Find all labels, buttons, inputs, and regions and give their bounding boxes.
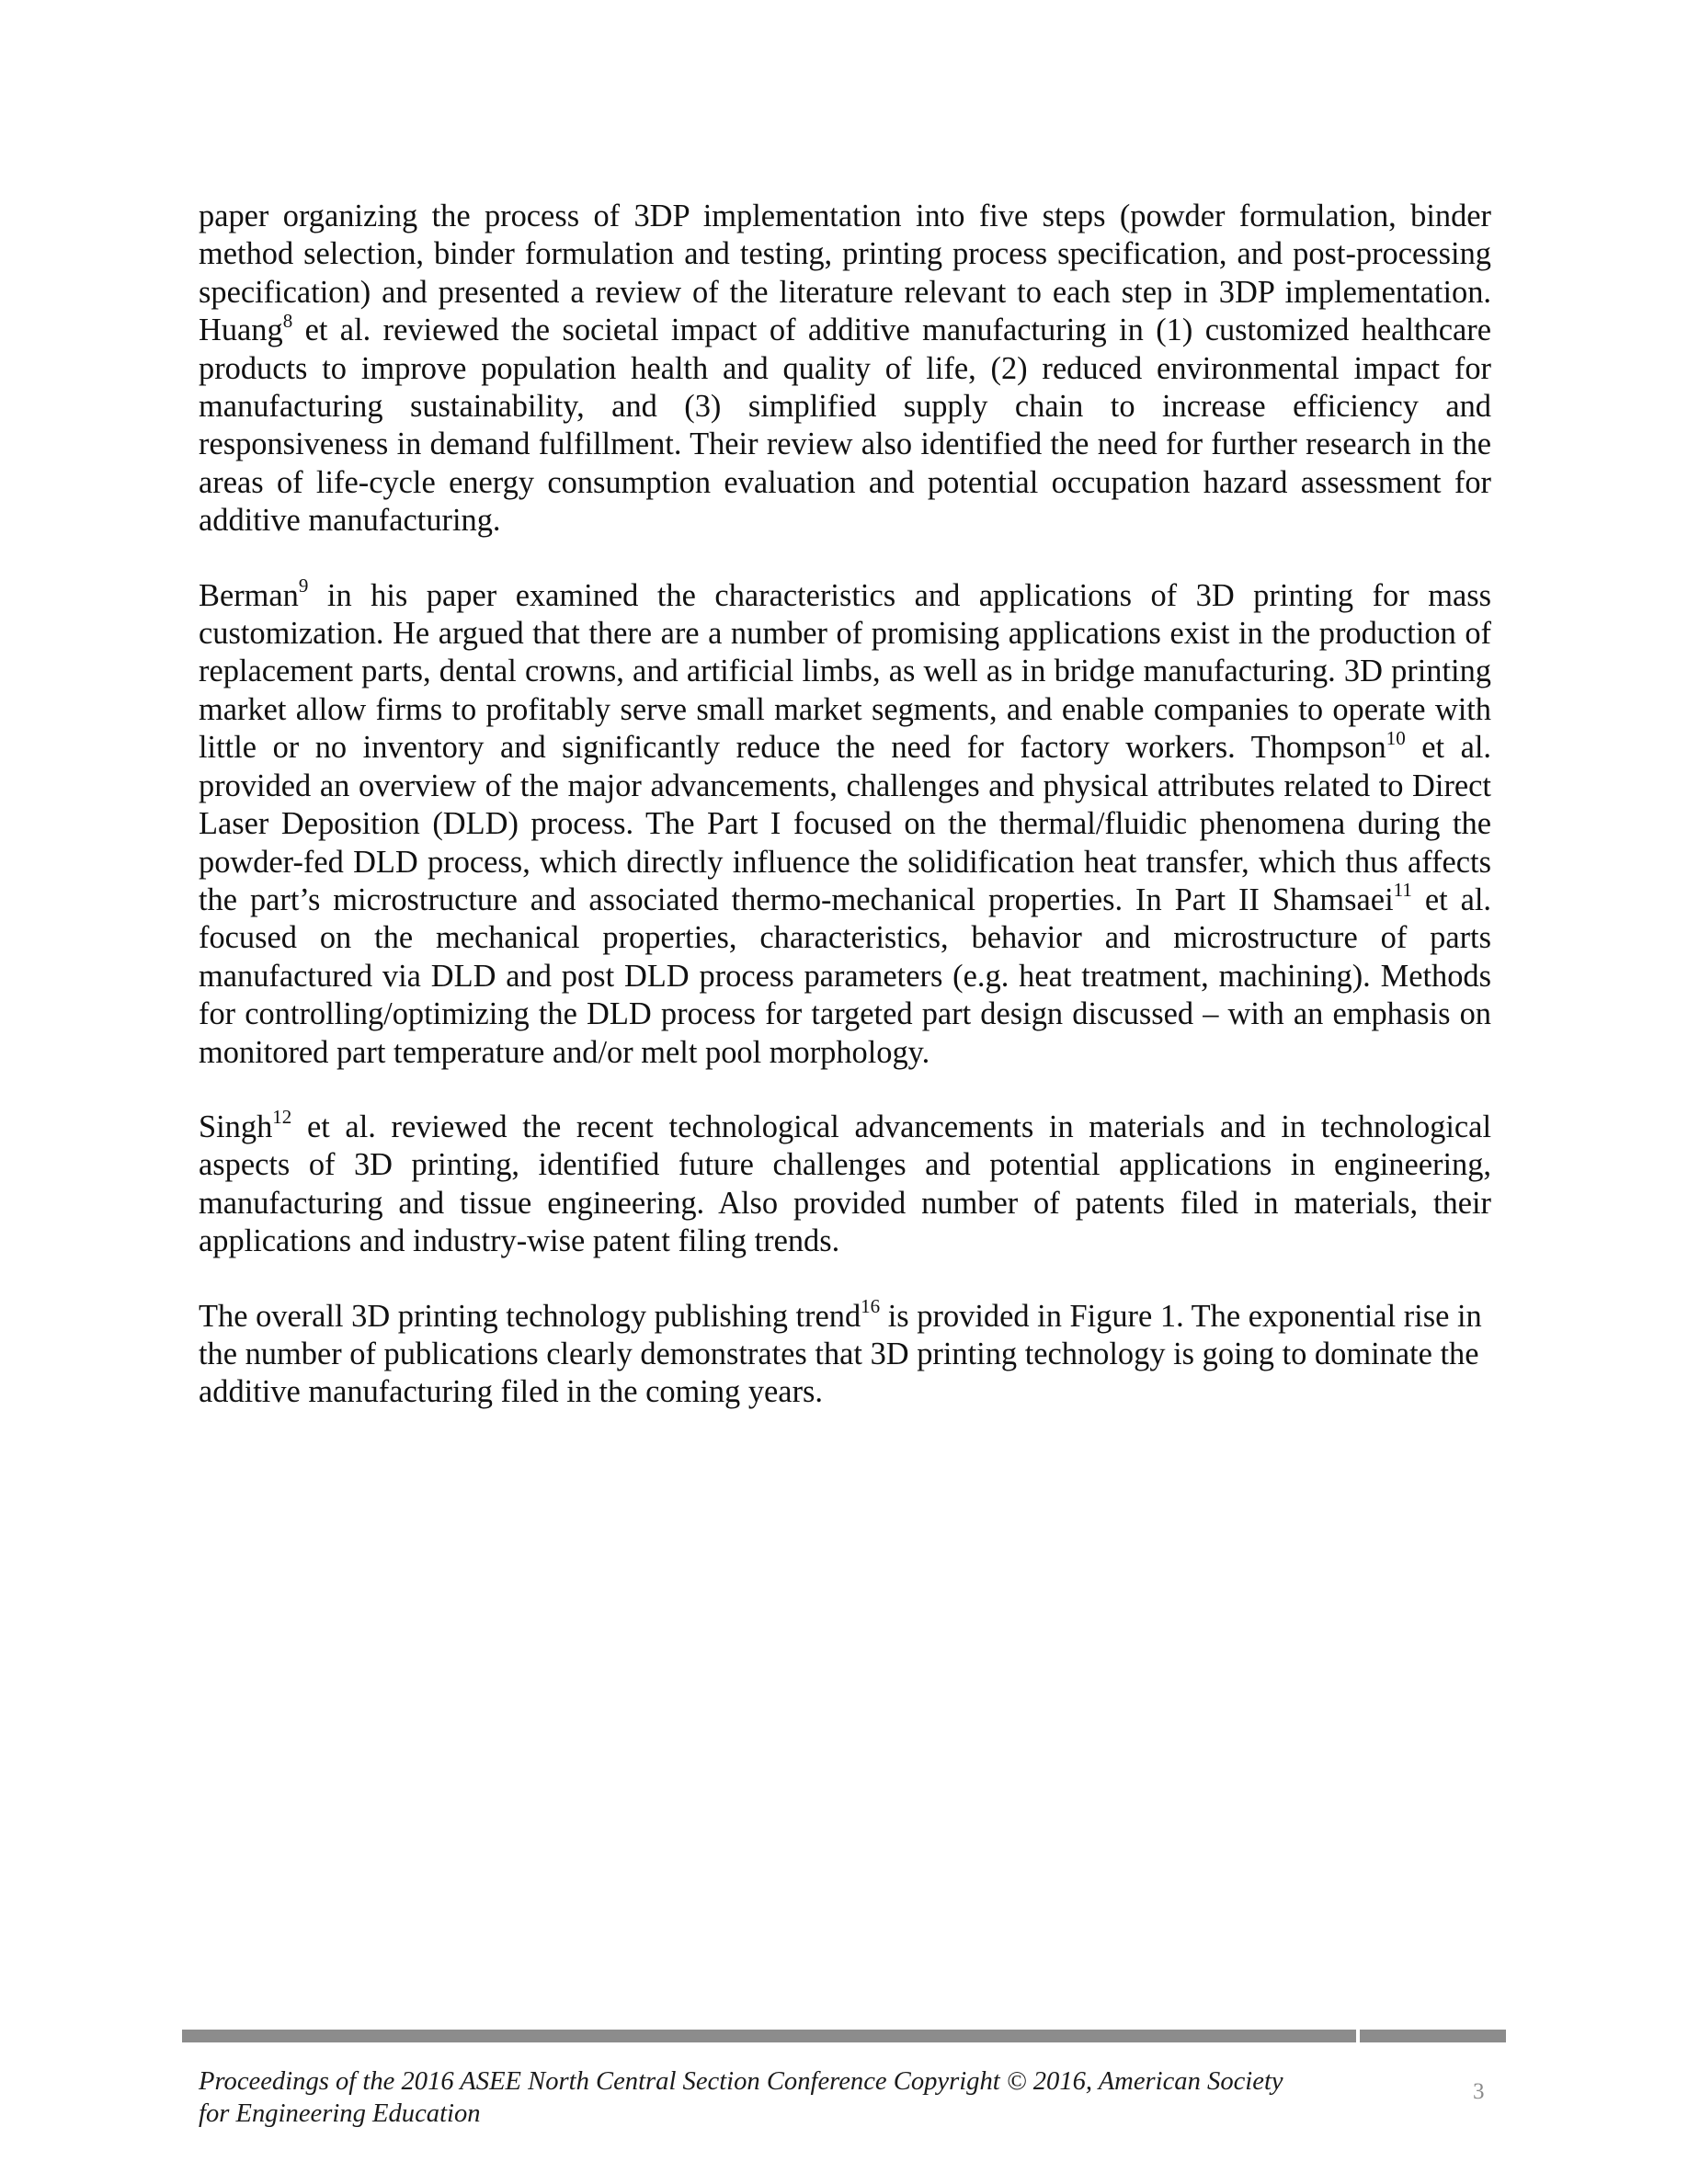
citation-superscript: 8	[282, 309, 293, 332]
citation-superscript: 12	[272, 1106, 292, 1129]
text-run: is provided in Figure 1. The exponential rise in the number of publications clearly demonstrates that 3D printing technology is going to dominate the additive manufacturing filed in the coming years.	[199, 1298, 1482, 1410]
text-run: et al. reviewed the societal impact of additive manufacturing in (1) customized healthcare products to improve population health and quality of life, (2) reduced environmental impact for manufacturing sustainability, and (3) simplified supply chain to increase efficiency and responsiveness in demand fulfillment. Their review also identified the need for further research in the areas of life-cycle energy consumption evaluation and potential occupation hazard assessment for additive manufacturing.	[199, 313, 1491, 539]
paragraph-3dp-review	[199, 198, 1491, 540]
text-run: et al. reviewed the recent technological advancements in materials and in technological aspects of 3D printing, identified future challenges and potential applications in engineering, manufacturing and tissue engineering. Also provided number of patents filed in materials, their applications and industry-wise patent filing trends.	[199, 1109, 1491, 1259]
citation-superscript: 10	[1386, 726, 1406, 749]
page-number: 3	[1473, 2079, 1485, 2104]
paragraph-berman-thompson	[199, 574, 1491, 1072]
footer-citation	[199, 2065, 1394, 2130]
paragraph-singh	[199, 1106, 1491, 1261]
footer-rule	[182, 2030, 1506, 2042]
footer-line-1: Proceedings of the 2016 ASEE North Central Section Conference Copyright © 2016, American Society	[199, 2067, 1283, 2096]
text-run: et al. provided an overview of the major advancements, challenges and physical attributes related to Direct Laser Deposition (DLD) process. The Part I focused on the thermal/fluidic phenomena during the powder-fed DLD process, which directly influence the solidification heat transfer, which thus affects the part’s microstructure and associated thermo-mechanical properties. In Part II Shamsaei	[199, 730, 1491, 917]
text-run: Berman	[199, 577, 299, 613]
body-text	[199, 198, 1491, 1449]
citation-superscript: 9	[298, 574, 309, 597]
text-run: in his paper examined the characteristics and applications of 3D printing for mass customization. He argued that there are a number of promising applications exist in the production of replacement parts, dental crowns, and artificial limbs, as well as in bridge manufacturing. 3D printing market allow firms to profitably serve small market segments, and enable companies to operate with little or no inventory and significantly reduce the need for factory workers. Thompson	[199, 577, 1491, 766]
text-run: paper organizing the process of 3DP implementation into five steps (powder formulation, binder method selection, binder formulation and testing, printing process specification, and post-processing specification) and presented a review of the literature relevant to each step in 3DP implementation. Huang	[199, 199, 1491, 348]
citation-superscript: 16	[861, 1295, 881, 1318]
text-run: Singh	[199, 1109, 273, 1144]
text-run: et al. focused on the mechanical properties, characteristics, behavior and microstructure of parts manufactured via DLD and post DLD process parameters (e.g. heat treatment, machining). Methods for controlling/optimizing the DLD process for targeted part design discussed – with an emphasis on monitored part temperature and/or melt pool morphology.	[199, 882, 1491, 1070]
paragraph-publishing-trend	[199, 1295, 1491, 1412]
text-run: The overall 3D printing technology publishing trend	[199, 1298, 861, 1334]
citation-superscript: 11	[1393, 879, 1412, 902]
footer-line-2: for Engineering Education	[199, 2099, 481, 2128]
